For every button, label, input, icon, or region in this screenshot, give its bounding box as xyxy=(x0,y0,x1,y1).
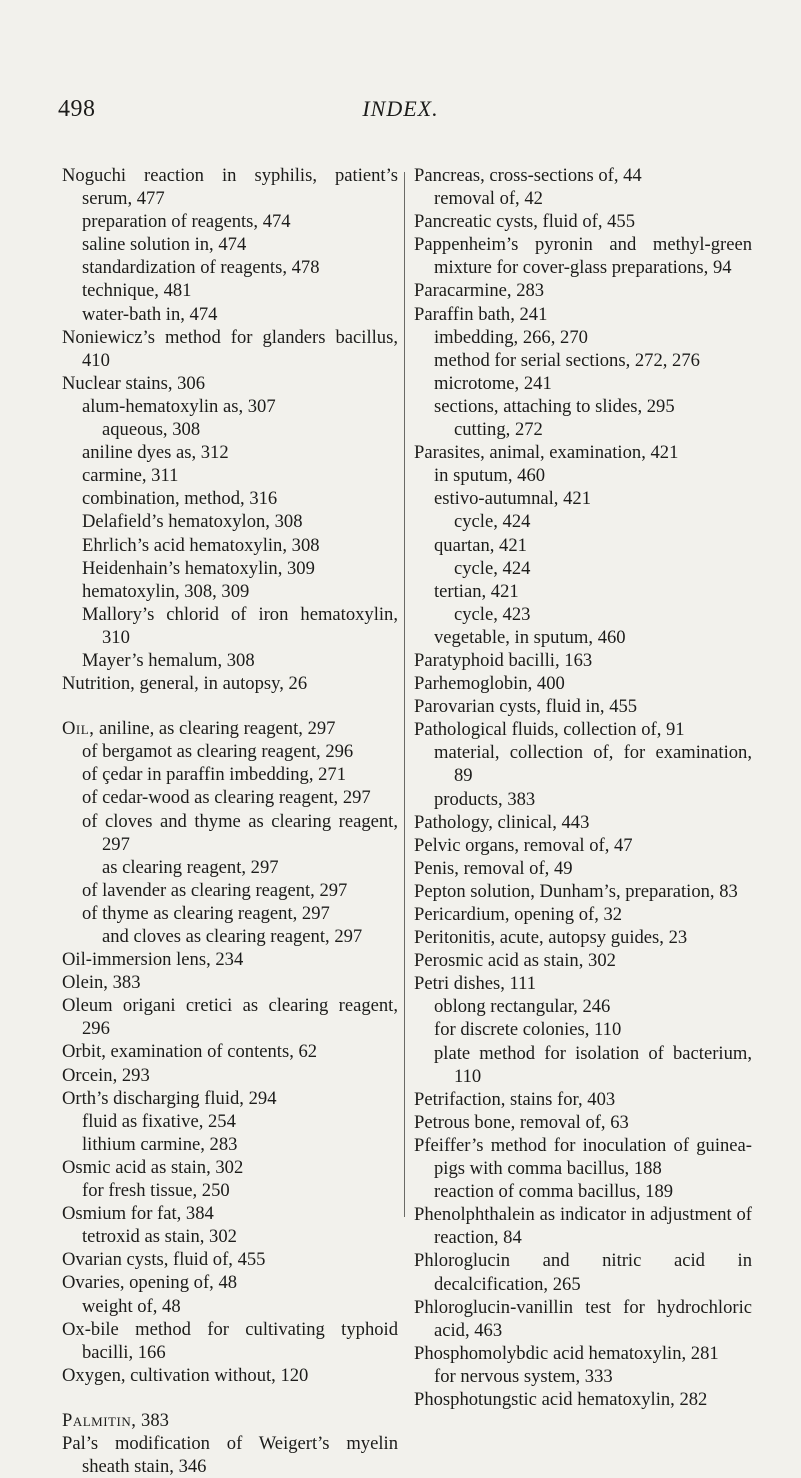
index-entry xyxy=(414,1249,752,1295)
index-entry xyxy=(62,1087,398,1110)
entry-text: removal of, 42 xyxy=(434,188,543,210)
entry-text: Ovarian cysts, fluid of, 455 xyxy=(62,1249,266,1271)
index-subentry xyxy=(62,395,398,418)
index-subentry xyxy=(62,879,398,902)
index-subentry xyxy=(62,1225,398,1248)
index-entry xyxy=(414,649,752,672)
entry-text: Pappenheim’s pyronin and methyl-green mixture for cover-glass preparations, 94 xyxy=(414,234,752,279)
entry-text: microtome, 241 xyxy=(434,372,552,394)
index-subentry xyxy=(414,995,752,1018)
index-subentry xyxy=(62,557,398,580)
entry-text: of cloves and thyme as clearing reagent, 297 xyxy=(82,810,398,855)
entry-text: of çedar in paraffin imbedding, 271 xyxy=(82,764,347,786)
index-subentry xyxy=(62,256,398,279)
index-entry xyxy=(414,1296,752,1342)
index-entry xyxy=(414,1203,752,1249)
entry-text: Mayer’s hemalum, 308 xyxy=(82,649,255,671)
index-entry xyxy=(62,672,398,695)
entry-text: cycle, 424 xyxy=(454,557,531,579)
index-subentry xyxy=(414,395,752,418)
index-entry xyxy=(414,672,752,695)
index-subentry xyxy=(62,603,398,649)
entry-text: sections, attaching to slides, 295 xyxy=(434,395,675,417)
index-subentry xyxy=(414,510,752,533)
index-subentry xyxy=(62,902,398,925)
section-first-word: Oil, xyxy=(62,718,95,740)
index-subentry xyxy=(62,210,398,233)
entry-text: Paracarmine, 283 xyxy=(414,280,545,302)
index-subentry xyxy=(414,626,752,649)
index-entry xyxy=(414,972,752,995)
index-entry xyxy=(62,1318,398,1364)
index-subentry xyxy=(414,1018,752,1041)
entry-text: weight of, 48 xyxy=(82,1295,181,1317)
index-entry xyxy=(62,372,398,395)
entry-text: for fresh tissue, 250 xyxy=(82,1180,230,1202)
entry-text: of cedar-wood as clearing reagent, 297 xyxy=(82,787,371,809)
entry-text: Phosphotungstic acid hematoxylin, 282 xyxy=(414,1388,708,1410)
index-entry xyxy=(414,880,752,903)
entry-text: standardization of reagents, 478 xyxy=(82,257,320,279)
index-subentry xyxy=(414,187,752,210)
entry-text: in sputum, 460 xyxy=(434,465,546,487)
entry-text: Pal’s modification of Weigert’s myelin sheath stain, 346 xyxy=(62,1432,398,1478)
entry-text: Orbit, examination of contents, 62 xyxy=(62,1041,318,1063)
entry-text: Paratyphoid bacilli, 163 xyxy=(414,649,593,671)
index-subentry xyxy=(62,1110,398,1133)
index-subentry xyxy=(62,1133,398,1156)
index-subentry xyxy=(62,856,398,879)
index-subentry xyxy=(414,534,752,557)
index-subentry xyxy=(414,487,752,510)
index-entry xyxy=(62,1064,398,1087)
entry-text: vegetable, in sputum, 460 xyxy=(434,626,626,648)
index-subentry xyxy=(62,464,398,487)
index-entry xyxy=(62,164,398,210)
index-subentry xyxy=(414,580,752,603)
index-subentry xyxy=(414,603,752,626)
index-subentry xyxy=(62,233,398,256)
entry-text: aqueous, 308 xyxy=(102,419,201,441)
entry-text: of lavender as clearing reagent, 297 xyxy=(82,879,348,901)
entry-text: tetroxid as stain, 302 xyxy=(82,1226,237,1248)
index-subentry xyxy=(414,1180,752,1203)
index-subentry xyxy=(414,788,752,811)
index-subentry xyxy=(62,580,398,603)
index-subentry xyxy=(414,1042,752,1088)
index-subentry xyxy=(62,786,398,809)
entry-text: Orth’s discharging fluid, 294 xyxy=(62,1087,277,1109)
page-number: 498 xyxy=(58,96,96,122)
index-subentry xyxy=(62,649,398,672)
index-subentry xyxy=(62,740,398,763)
index-entry xyxy=(62,1248,398,1271)
entry-text: as clearing reagent, 297 xyxy=(102,856,279,878)
index-entry xyxy=(414,1342,752,1365)
entry-text: Nuclear stains, 306 xyxy=(62,372,206,394)
entry-text: and cloves as clearing reagent, 297 xyxy=(102,926,363,947)
index-entry xyxy=(414,233,752,279)
entry-text: water-bath in, 474 xyxy=(82,303,218,325)
index-subentry xyxy=(62,487,398,510)
index-subentry xyxy=(62,510,398,533)
index-subentry xyxy=(62,441,398,464)
index-column-right xyxy=(414,164,752,1411)
entry-text: technique, 481 xyxy=(82,280,192,302)
entry-text: aniline dyes as, 312 xyxy=(82,442,229,464)
entry-text: for discrete colonies, 110 xyxy=(434,1019,622,1041)
entry-text: saline solution in, 474 xyxy=(82,234,247,256)
entry-text: oblong rectangular, 246 xyxy=(434,996,611,1018)
entry-text: cycle, 424 xyxy=(454,511,531,533)
index-entry xyxy=(414,279,752,302)
entry-text: lithium carmine, 283 xyxy=(82,1133,238,1155)
index-subentry xyxy=(62,925,398,948)
entry-text: Parhemoglobin, 400 xyxy=(414,673,565,695)
entry-text: Orcein, 293 xyxy=(62,1064,150,1086)
index-entry xyxy=(414,210,752,233)
entry-text: tertian, 421 xyxy=(434,580,519,602)
entry-text: Phloroglucin-vanillin test for hydrochloric acid, 463 xyxy=(414,1296,752,1341)
entry-text: quartan, 421 xyxy=(434,534,527,556)
entry-text: Pathological fluids, collection of, 91 xyxy=(414,719,685,741)
entry-text: Phloroglucin and nitric acid in decalcification, 265 xyxy=(414,1250,752,1295)
entry-text: combination, method, 316 xyxy=(82,488,278,510)
index-entry xyxy=(414,926,752,949)
index-entry xyxy=(414,1134,752,1180)
entry-text: reaction of comma bacillus, 189 xyxy=(434,1181,674,1203)
entry-text: Ehrlich’s acid hematoxylin, 308 xyxy=(82,534,320,556)
entry-text: Delafield’s hematoxylon, 308 xyxy=(82,511,303,533)
entry-text: Phenolphthalein as indicator in adjustment of reaction, 84 xyxy=(414,1204,752,1249)
index-entry xyxy=(62,326,398,372)
entry-text: Phosphomolybdic acid hematoxylin, 281 xyxy=(414,1342,719,1364)
index-subentry xyxy=(62,279,398,302)
entry-text: Petrifaction, stains for, 403 xyxy=(414,1088,616,1110)
entry-text: Noguchi reaction in syphilis, patient’s serum, 477 xyxy=(62,165,398,210)
entry-text: of bergamot as clearing reagent, 296 xyxy=(82,741,354,763)
entry-text: Oxygen, cultivation without, 120 xyxy=(62,1364,309,1386)
entry-text: of thyme as clearing reagent, 297 xyxy=(82,902,330,924)
entry-text: material, collection of, for examination, 89 xyxy=(434,742,752,787)
entry-text: Mallory’s chlorid of iron hematoxylin, 310 xyxy=(82,603,398,648)
index-entry xyxy=(414,857,752,880)
index-subentry xyxy=(62,534,398,557)
index-entry xyxy=(62,994,398,1040)
entry-text: Parovarian cysts, fluid in, 455 xyxy=(414,696,638,718)
index-subentry xyxy=(414,464,752,487)
entry-text: products, 383 xyxy=(434,788,536,810)
index-entry xyxy=(62,948,398,971)
entry-text: Peritonitis, acute, autopsy guides, 23 xyxy=(414,927,688,949)
index-subentry xyxy=(414,372,752,395)
entry-text: Pancreatic cysts, fluid of, 455 xyxy=(414,211,636,233)
entry-text: Paraffin bath, 241 xyxy=(414,303,548,325)
index-entry xyxy=(414,1111,752,1134)
entry-text: Noniewicz’s method for glanders bacillus, 410 xyxy=(62,326,398,371)
entry-text: estivo-autumnal, 421 xyxy=(434,488,591,510)
entry-text: Olein, 383 xyxy=(62,972,141,994)
index-entry xyxy=(62,1202,398,1225)
page-header xyxy=(0,96,801,132)
running-title: INDEX. xyxy=(362,96,439,121)
entry-text: 383 xyxy=(136,1409,169,1431)
entry-text: Petri dishes, 111 xyxy=(414,973,537,995)
index-entry xyxy=(414,834,752,857)
index-entry xyxy=(414,303,752,326)
entry-text: Ox-bile method for cultivating typhoid bacilli, 166 xyxy=(62,1318,398,1363)
entry-text: Pathology, clinical, 443 xyxy=(414,811,590,833)
entry-text: Nutrition, general, in autopsy, 26 xyxy=(62,673,308,695)
index-entry xyxy=(414,949,752,972)
index-entry xyxy=(62,971,398,994)
entry-text: method for serial sections, 272, 276 xyxy=(434,349,700,371)
index-entry xyxy=(62,1364,398,1387)
entry-text: Oleum origani cretici as clearing reagent, 296 xyxy=(62,995,398,1040)
index-entry xyxy=(414,718,752,741)
entry-text: cycle, 423 xyxy=(454,603,531,625)
index-entry xyxy=(414,441,752,464)
entry-text: cutting, 272 xyxy=(454,419,543,441)
entry-text: Perosmic acid as stain, 302 xyxy=(414,950,616,972)
index-entry xyxy=(414,903,752,926)
entry-text: for nervous system, 333 xyxy=(434,1365,613,1387)
index-entry xyxy=(62,717,398,740)
index-entry xyxy=(414,811,752,834)
entry-text: Parasites, animal, examination, 421 xyxy=(414,442,679,464)
index-subentry xyxy=(62,810,398,856)
entry-text: carmine, 311 xyxy=(82,465,179,487)
index-entry xyxy=(62,1156,398,1179)
index-subentry xyxy=(62,418,398,441)
index-subentry xyxy=(62,1295,398,1318)
entry-text: Osmic acid as stain, 302 xyxy=(62,1156,244,1178)
index-subentry xyxy=(62,303,398,326)
index-entry xyxy=(62,1040,398,1063)
entry-text: imbedding, 266, 270 xyxy=(434,326,588,348)
index-subentry xyxy=(414,326,752,349)
section-first-word: Palmitin, xyxy=(62,1409,137,1431)
entry-text: hematoxylin, 308, 309 xyxy=(82,580,250,602)
entry-text: Pericardium, opening of, 32 xyxy=(414,904,623,925)
index-subentry xyxy=(62,763,398,786)
entry-text: Pepton solution, Dunham’s, preparation, 83 xyxy=(414,880,738,902)
entry-text: fluid as fixative, 254 xyxy=(82,1110,236,1132)
index-subentry xyxy=(414,349,752,372)
index-entry xyxy=(414,695,752,718)
index-entry xyxy=(62,1409,398,1432)
entry-text: Oil-immersion lens, 234 xyxy=(62,949,244,971)
entry-text: Pelvic organs, removal of, 47 xyxy=(414,834,633,856)
column-divider xyxy=(404,172,405,1217)
entry-text: Osmium for fat, 384 xyxy=(62,1203,214,1225)
entry-text: Heidenhain’s hematoxylin, 309 xyxy=(82,557,315,579)
entry-text: alum-hematoxylin as, 307 xyxy=(82,395,276,417)
index-entry xyxy=(414,1388,752,1411)
entry-text: Petrous bone, removal of, 63 xyxy=(414,1111,629,1133)
entry-text: preparation of reagents, 474 xyxy=(82,211,291,233)
index-subentry xyxy=(62,1179,398,1202)
index-entry xyxy=(414,164,752,187)
index-entry xyxy=(62,1271,398,1294)
entry-text: aniline, as clearing reagent, 297 xyxy=(94,718,336,740)
index-subentry xyxy=(414,1365,752,1388)
entry-text: Pfeiffer’s method for inoculation of guinea-pigs with comma bacillus, 188 xyxy=(414,1134,752,1180)
index-subentry xyxy=(414,418,752,441)
entry-text: plate method for isolation of bacterium, 110 xyxy=(434,1042,752,1087)
index-column-left xyxy=(62,164,398,1478)
index-subentry xyxy=(414,557,752,580)
index-entry xyxy=(62,1432,398,1478)
index-entry xyxy=(414,1088,752,1111)
entry-text: Ovaries, opening of, 48 xyxy=(62,1272,238,1294)
entry-text: Pancreas, cross-sections of, 44 xyxy=(414,165,642,186)
entry-text: Penis, removal of, 49 xyxy=(414,857,573,879)
index-subentry xyxy=(414,741,752,787)
